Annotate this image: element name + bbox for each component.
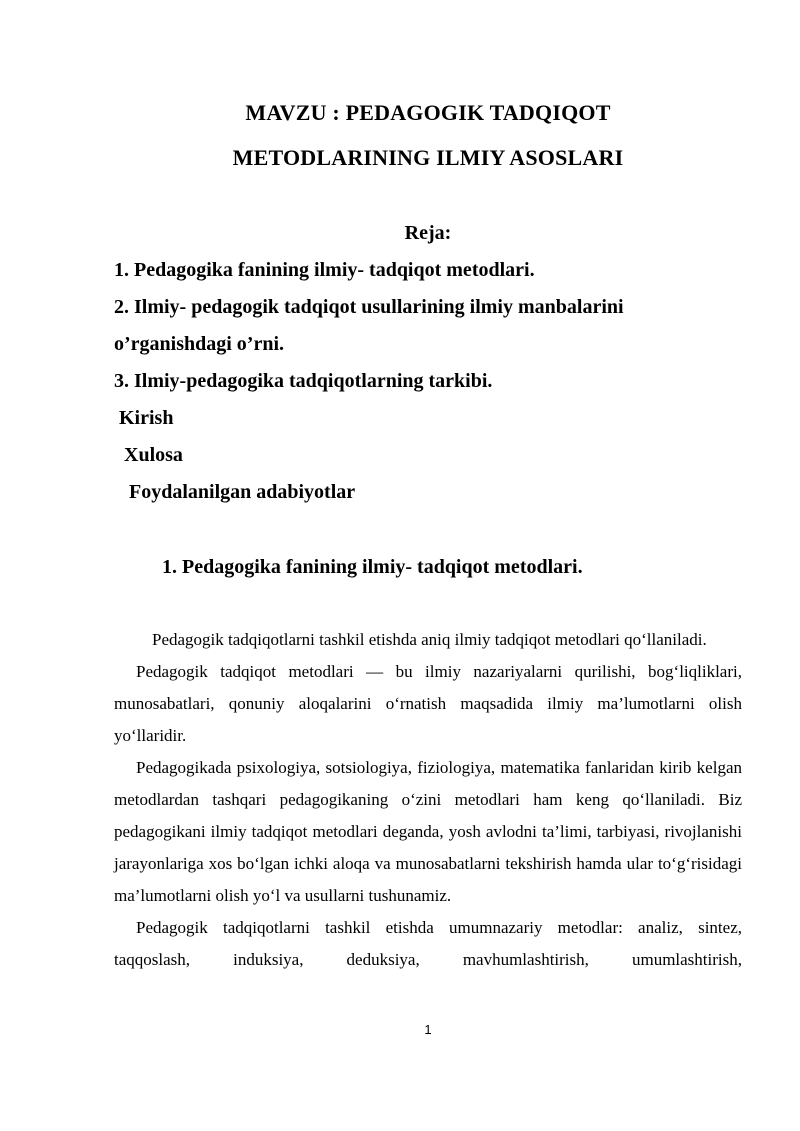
plan-heading: Reja: [404, 222, 452, 244]
plan-item-intro: Kirish [114, 407, 174, 429]
plan-item-conclusion: Xulosa [114, 444, 183, 466]
plan-item: 2. Ilmiy- pedagogik tadqiqot usullarining ilmiy manbalarini [114, 296, 624, 318]
document-title-line-2: METODLARINING ILMIY ASOSLARI [232, 145, 624, 170]
plan-item: 3. Ilmiy-pedagogika tadqiqotlarning tarkibi. [114, 370, 493, 392]
plan-item-references: Foydalanilgan adabiyotlar [114, 481, 356, 503]
plan-item: o’rganishdagi o’rni. [114, 333, 285, 355]
plan-item: 1. Pedagogika fanining ilmiy- tadqiqot metodlari. [114, 259, 535, 281]
paragraph: Pedagogik tadqiqotlarni tashkil etishda aniq ilmiy tadqiqot metodlari qo‘llaniladi. [152, 630, 707, 649]
body-text [114, 624, 742, 976]
paragraph: Pedagogik tadqiqot metodlari — bu ilmiy nazariyalarni qurilishi, bog‘liqliklari, munosabatlari, qonuniy aloqalarini o‘rnatish maqsadida ilmiy ma’lumotlarni olish yo‘llaridir. [114, 662, 742, 745]
document-title-line-1: MAVZU : PEDAGOGIK TADQIQOT [245, 100, 611, 125]
paragraph: Pedagogik tadqiqotlarni tashkil etishda umumnazariy metodlar: analiz, sintez, taqqoslash, induksiya, deduksiya, mavhumlashtirish, umumlashtirish, [114, 918, 742, 969]
page-number: 1 [424, 1022, 432, 1037]
paragraph: Pedagogikada psixologiya, sotsiologiya, fiziologiya, matematika fanlaridan kirib kelgan metodlardan tashqari pedagogikaning o‘zini metodlari ham keng qo‘llaniladi. Biz pedagogikani ilmiy tadqiqot metodlari deganda, yosh avlodni ta’limi, tarbiyasi, rivojlanishi jarayonlariga xos bo‘lgan ichki aloqa va munosabatlarni tekshirish hamda ular to‘g‘risidagi ma’lumotlarni olish yo‘l va usullarni tushunamiz. [114, 758, 742, 905]
section-heading: 1. Pedagogika fanining ilmiy- tadqiqot metodlari. [162, 556, 583, 578]
